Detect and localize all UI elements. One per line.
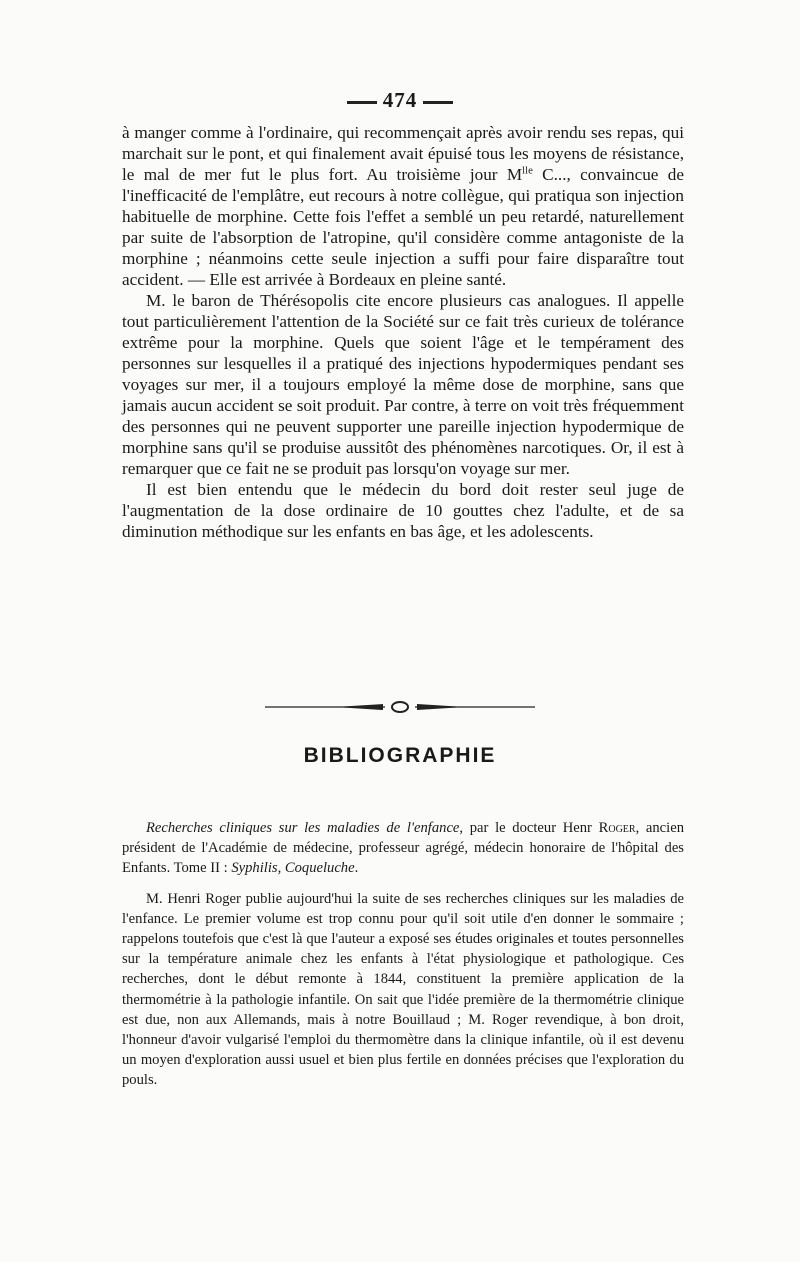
entry-end: . <box>354 860 359 877</box>
main-text <box>122 122 684 542</box>
paragraph-1-rest: C..., convaincue de l'inefficacité de l'emplâtre, eut recours à notre collègue, qui pratiqua son injection habituelle de morphine. Cette fois l'effet a semblé un peu retardé, naturellement par suite de l'absorption de l'atropine, qu'il considère comme antagoniste de la morphine ; néanmoins cette seule injection a suffi pour faire disparaître tout accident. — Elle est arrivée à Bordeaux en pleine santé. <box>122 165 684 289</box>
folio-dash-left <box>347 101 377 104</box>
bibliography-section <box>122 818 684 1091</box>
review-paragraph: M. Henri Roger publie aujourd'hui la suite de ses recherches cliniques sur les maladies de l'enfance. Le premier volume est trop connu pour qu'il soit utile d'en donner le sommaire ; rappelons toutefois que c'est là que l'auteur a exposé ses études originales et toutes personnelles sur la température animale chez les enfants à l'état physiologique et pathologique. Ces recherches, dont le début remonte à 1844, constituent la première application de la thermométrie à la pathologie infantile. On sait que l'idée première de la thermométrie clinique est due, non aux Allemands, mais à notre Bouillaud ; M. Roger revendique, à bon droit, l'honneur d'avoir vulgarisé l'emploi du thermomètre dans la clinique infantile, où il est devenu un moyen d'exploration aussi usuel et bien plus fertile en données précises que l'exploration du pouls. <box>122 890 684 1089</box>
section-title: BIBLIOGRAPHIE <box>303 744 497 767</box>
mlle-superscript: lle <box>522 165 533 177</box>
entry-subjects: Syphilis, Coqueluche <box>231 860 355 877</box>
section-divider-ornament <box>265 700 535 714</box>
paragraph-2: M. le baron de Thérésopolis cite encore plusieurs cas analogues. Il appelle tout particulièrement l'attention de la Société sur ce fait très curieux de tolérance extrême pour la morphine. Quels que soient l'âge et le tempérament des personnes sur lesquelles il a pratiqué des injections hypodermiques pendant ses voyages sur mer, il a toujours employé la même dose de morphine, sans que jamais aucun accident se soit produit. Par contre, à terre on voit très fréquemment des personnes qui ne peuvent supporter une pareille injection hypodermique de morphine sans qu'il se produise aussitôt des phénomènes narcotiques. Or, il est à remarquer que ce fait ne se produit pas lorsqu'on voyage sur mer. <box>122 291 684 478</box>
entry-author: Roger <box>598 820 636 836</box>
page-number: 474 <box>382 88 418 112</box>
bibliography-entry <box>122 818 684 879</box>
paragraph-3: Il est bien entendu que le médecin du bord doit rester seul juge de l'augmentation de la dose ordinaire de 10 gouttes chez l'adulte, et de sa diminution méthodique sur les enfants en bas âge, et les adolescents. <box>122 480 684 541</box>
entry-title: Recherches cliniques sur les maladies de l'enfance <box>146 820 460 836</box>
entry-details: , ancien président de l'Académie de médecine, professeur agrégé, médecin honoraire de l'hôpital des Enfants. Tome II : <box>122 820 684 877</box>
paragraph-1 <box>122 122 684 290</box>
paragraph-1-start: à manger comme à l'ordinaire, qui recommençait après avoir rendu ses repas, qui marchait sur le pont, et qui finalement avait épuisé tous les moyens de résistance, le mal de mer fut le plus fort. Au troisième jour M <box>122 123 684 184</box>
page-number-header <box>0 88 800 113</box>
folio-dash-right <box>423 101 453 104</box>
entry-by: , par le docteur Henr <box>459 820 592 836</box>
